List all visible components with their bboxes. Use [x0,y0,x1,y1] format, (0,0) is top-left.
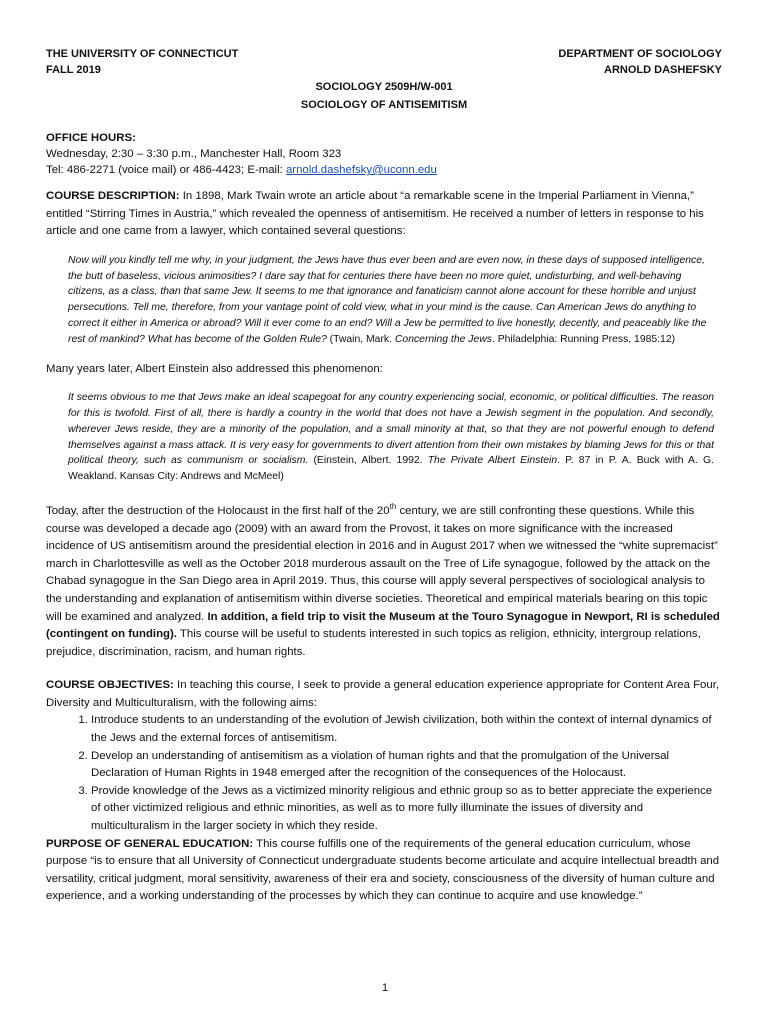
twain-cite-title: Concerning the Jews [394,333,492,345]
office-hours-section [46,130,722,178]
instructor-name: ARNOLD DASHEFSKY [604,64,722,76]
course-description [46,188,722,241]
field-trip-note: In addition, a field trip to visit the Museum at the Touro Synagogue in Newport, RI is scheduled (contingent on funding). [46,610,720,641]
einstein-quote-text: It seems obvious to me that Jews make an ideal scapegoat for any country experiencing social, economic, or political difficulties. The reason for this is twofold. First of all, there is hardly a country in the world that does not have a Jewish segment in the population. And secondly, wherever Jews reside, they are a minority of the population, and a small minority at that, so that they are not powerful enough to defend themselves against a mass attack. It is very easy for governments to divert attention from their own mistakes by blaming Jews for this or that political theory, such as communism or socialism. [68,392,714,467]
twain-cite-suffix: . Philadelphia: Running Press, 1985:12) [491,333,676,345]
today-text-2: century, we are still confronting these questions. While this course was developed a decade ago (2009) with an award from the Provost, it takes on more significance with the increased incidence of US antisemitism around the presidential election in 2016 and in August 2017 when we witnessed the “white supremacist” march in Charlottesville as well as the October 2018 murderous assault on the Tree of Life synagogue, followed by the attack on the Chabad synagogue in the San Diego area in April 2019. Thus, this course will apply several perspectives of sociological analysis to the understanding and explanation of antisemitism within diverse societies. Theoretical and empirical materials bearing on this topic will be examined and analyzed. [46,504,718,623]
einstein-cite-prefix: (Einstein, Albert. 1992. [308,455,428,467]
contact-line [46,162,722,178]
department-name: DEPARTMENT OF SOCIOLOGY [558,48,722,60]
header-right [558,46,722,78]
einstein-cite-title: The Private Albert Einstein [427,455,558,467]
today-text-3: This course will be useful to students interested in such topics as religion, ethnicity, intergroup relations, prejudice, discrimination, racism, and human rights. [46,628,701,658]
university-name: THE UNIVERSITY OF CONNECTICUT [46,48,239,60]
syllabus-page [46,46,722,906]
twain-quote-text: Now will you kindly tell me why, in your judgment, the Jews have thus ever been and are even now, in these days of supposed intelligence, the butt of baseless, vicious animosities? I dare say that for centuries there have been no more quiet, undisturbing, and well-behaving citizens, as a class, than that same Jew. It seems to me that ignorance and fanaticism cannot alone account for these horrible and unjust persecutions. Tell me, therefore, from your vantage point of cold view, what in your mind is the cause. Can American Jews do anything to correct it either in America or abroad? Will it ever come to an end? Will a Jew be permitted to live honestly, decently, and peaceably like the rest of mankind? What has become of the Golden Rule? [68,254,707,345]
today-superscript: th [389,502,397,512]
office-hours-time: Wednesday, 2:30 – 3:30 p.m., Manchester Hall, Room 323 [46,148,342,160]
einstein-quote [68,390,714,485]
header [46,46,722,78]
today-paragraph [46,503,722,661]
course-code: SOCIOLOGY 2509H/W-001 [315,81,453,93]
list-item: 1. Introduce students to an understanding of the evolution of Jewish civilization, both within the context of internal dynamics of the Jews and the external forces of antisemitism. [91,712,722,747]
purpose-text: This course fulfills one of the requirements of the general education curriculum, whose purpose “is to ensure that all University of Connecticut undergraduate students become articulate and acquire intellectual breadth and versatility, critical judgment, moral sensitivity, awareness of their era and society, consciousness of the diversity of human culture and experience, and a working understanding of the processes by which they can continue to acquire and use knowledge.” [46,837,720,903]
list-item: 3. Provide knowledge of the Jews as a victimized minority religious and ethnic group so as to better appreciate the experience of other victimized religious and ethnic minorities, as well as to more fully illuminate the issues of diversity and multiculturalism in the larger society in which they reside. [91,783,722,836]
course-description-text: In 1898, Mark Twain wrote an article about “a remarkable scene in the Imperial Parliament in Vienna,” entitled “Stirring Times in Austria,” which revealed the openness of antisemitism. He received a number of letters in response to his article and one came from a lawyer, which contained several questions: [46,190,704,238]
objectives-list [46,712,722,835]
purpose-label: PURPOSE OF GENERAL EDUCATION: [46,837,254,850]
objectives-label: COURSE OBJECTIVES: [46,679,174,692]
course-name: SOCIOLOGY OF ANTISEMITISM [300,99,468,111]
twain-cite-prefix: (Twain, Mark. [326,333,395,345]
email-link[interactable]: arnold.dashefsky@uconn.edu [285,164,437,176]
einstein-cite-suffix: . P. 87 in P. A. Buck with A. G. Weakland. Kansas City: Andrews and McMeel) [68,455,714,483]
today-text-1: Today, after the destruction of the Holocaust in the first half of the 20 [46,504,390,517]
einstein-intro: Many years later, Albert Einstein also addressed this phenomenon: [46,362,383,375]
phone-text: Tel: 486-2271 (voice mail) or 486-4423; E-mail: [46,164,286,176]
course-description-label: COURSE DESCRIPTION: [46,190,180,202]
semester: FALL 2019 [46,64,101,76]
page-number: 1 [381,982,389,994]
course-objectives [46,677,722,712]
general-education-purpose [46,836,722,906]
office-hours-label: OFFICE HOURS: [46,132,136,144]
objectives-text: In teaching this course, I seek to provide a general education experience appropriate for Content Area Four, Diversity and Multiculturalism, with the following aims: [46,679,720,709]
list-item: 2. Develop an understanding of antisemitism as a violation of human rights and that the promulgation of the Universal Declaration of Human Rights in 1948 emerged after the recognition of the consequences of the Holocaust. [91,748,722,783]
course-title [46,78,722,114]
twain-quote [68,253,714,348]
header-left [46,46,238,78]
twain-citation [327,334,675,345]
